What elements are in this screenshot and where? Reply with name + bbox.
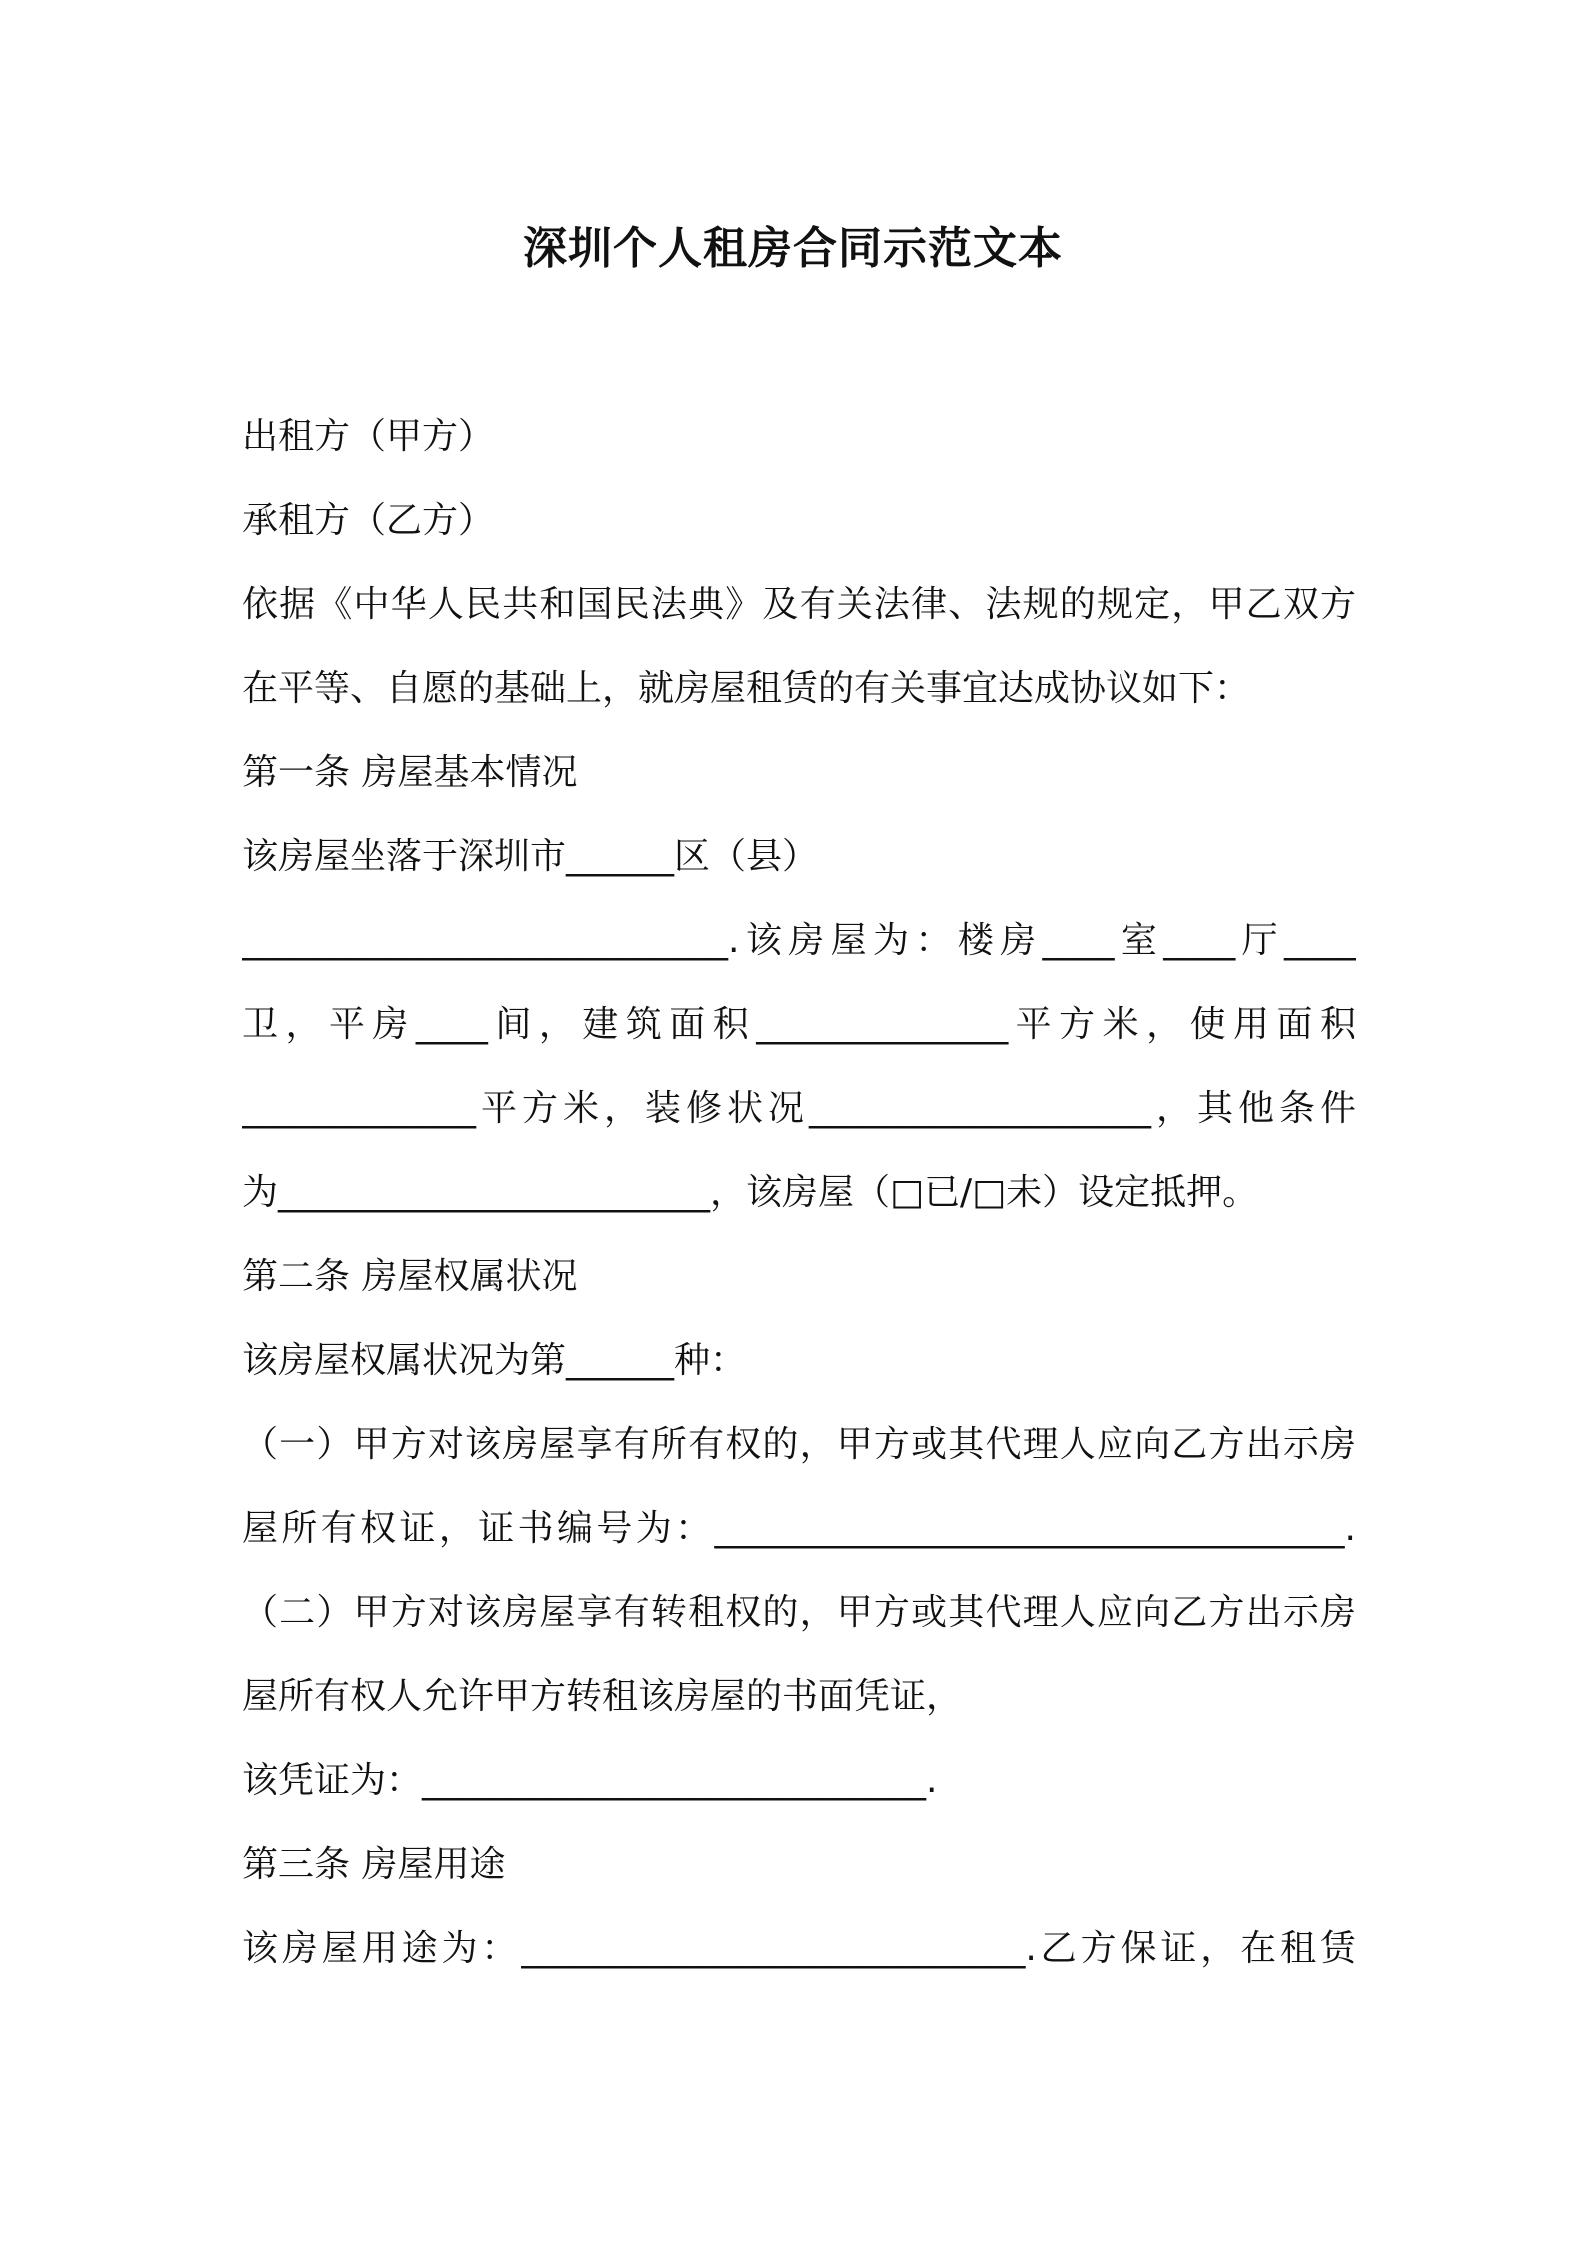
document-title: 深圳个人租房合同示范文本 xyxy=(523,223,1063,274)
article-3-line-1: 该房屋用途为：____________________________.乙方保证，在租赁 xyxy=(242,1928,1356,1969)
lessee-line: 承租方（乙方） xyxy=(242,500,495,541)
article-2-clause-1-line-1: （一）甲方对该房屋享有所有权的，甲方或其代理人应向乙方出示房 xyxy=(242,1424,1356,1465)
article-2-clause-2-line-1: （二）甲方对该房屋享有转租权的，甲方或其代理人应向乙方出示房 xyxy=(242,1592,1356,1633)
preamble-line-2: 在平等、自愿的基础上，就房屋租赁的有关事宜达成协议如下： xyxy=(242,668,1251,709)
article-1-line-3: 卫，平房____间，建筑面积______________平方米，使用面积 xyxy=(242,1004,1356,1045)
article-2-heading: 第二条 房屋权属状况 xyxy=(242,1256,578,1297)
lessor-line: 出租方（甲方） xyxy=(242,416,495,457)
preamble-line-1: 依据《中华人民共和国民法典》及有关法律、法规的规定，甲乙双方 xyxy=(242,584,1356,625)
article-2-line-1: 该房屋权属状况为第______种： xyxy=(242,1340,747,1381)
article-3-heading: 第三条 房屋用途 xyxy=(242,1844,506,1885)
article-1-line-2: ___________________________.该房屋为：楼房____室____厅____ xyxy=(242,920,1356,961)
article-1-line-5: 为________________________，该房屋（□已/□未）设定抵押。 xyxy=(242,1172,1259,1213)
article-1-line-4: _____________平方米，装修状况___________________，其他条件 xyxy=(242,1088,1356,1129)
article-1-line-1: 该房屋坐落于深圳市______区（县） xyxy=(242,836,819,877)
article-2-clause-2-line-3: 该凭证为：____________________________. xyxy=(242,1760,938,1801)
article-2-clause-2-line-2: 屋所有权人允许甲方转租该房屋的书面凭证， xyxy=(242,1676,963,1717)
article-2-clause-1-line-2: 屋所有权证，证书编号为：___________________________________. xyxy=(242,1508,1356,1549)
article-1-heading: 第一条 房屋基本情况 xyxy=(242,752,578,793)
